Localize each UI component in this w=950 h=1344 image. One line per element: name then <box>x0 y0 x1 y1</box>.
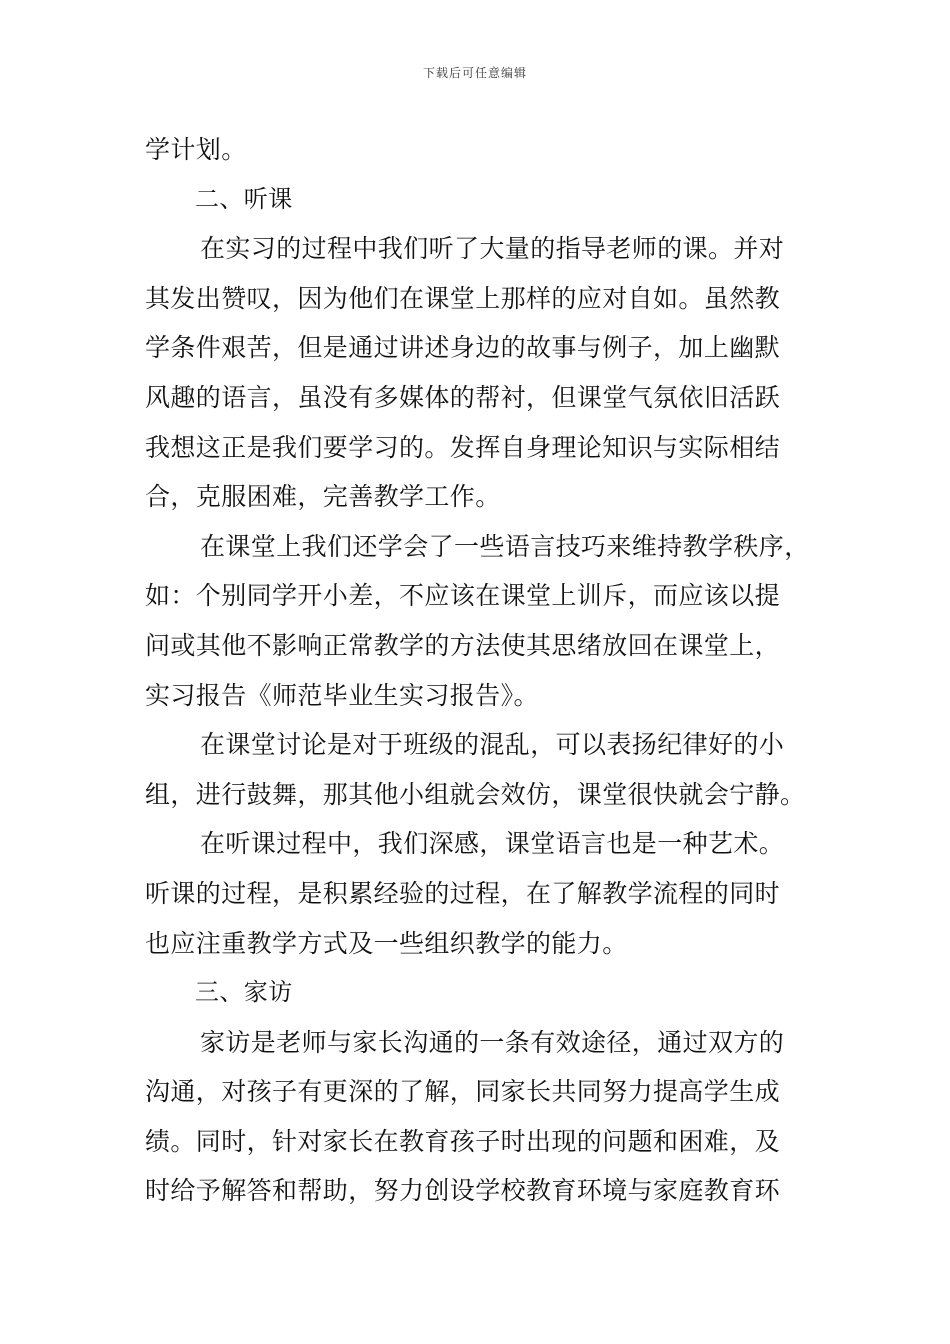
section-heading-home-visit <box>145 968 810 1018</box>
text-line-content: 时给予解答和帮助，努力创设学校教育环境与家庭教育环 <box>145 1176 781 1206</box>
text-line-content: 我想这正是我们要学习的。发挥自身理论知识与实际相结 <box>145 432 781 462</box>
text-line <box>145 1117 810 1167</box>
text-line <box>145 373 810 423</box>
text-line <box>145 869 810 919</box>
text-line-content: 三、家访 <box>195 978 293 1007</box>
text-line-content: 风趣的语言，虽没有多媒体的帮衬，但课堂气氛依旧活跃 <box>145 382 781 412</box>
text-line-content: 家访是老师与家长沟通的一条有效途径，通过双方的 <box>200 1027 785 1057</box>
text-line-content: 其发出赞叹，因为他们在课堂上那样的应对自如。虽然教 <box>145 283 781 313</box>
text-line-content: 绩。同时，针对家长在教育孩子时出现的问题和困难，及 <box>145 1126 781 1156</box>
text-line-content: 在听课过程中，我们深感，课堂语言也是一种艺术。 <box>200 829 785 859</box>
text-line-content: 学条件艰苦，但是通过讲述身边的故事与例子，加上幽默 <box>145 333 781 363</box>
text-line <box>145 621 810 671</box>
text-line <box>145 522 810 572</box>
text-line-content: 如：个别同学开小差，不应该在课堂上训斥，而应该以提 <box>145 581 781 611</box>
text-line <box>145 720 810 770</box>
text-line-content: 合，克服困难，完善教学工作。 <box>145 482 501 512</box>
document-body <box>145 125 810 1216</box>
text-line <box>145 571 810 621</box>
text-line-content: 组，进行鼓舞，那其他小组就会效仿，课堂很快就会宁静。 <box>145 779 806 809</box>
text-line-content: 问或其他不影响正常教学的方法使其思绪放回在课堂上， <box>145 630 781 660</box>
text-line <box>145 1018 810 1068</box>
text-line <box>145 274 810 324</box>
text-line-content: 学计划。 <box>145 135 247 164</box>
text-line <box>145 770 810 820</box>
text-line <box>145 1067 810 1117</box>
text-line-content: 在课堂讨论是对于班级的混乱，可以表扬纪律好的小 <box>200 730 785 760</box>
text-line <box>145 671 810 721</box>
text-line-content: 在实习的过程中我们听了大量的指导老师的课。并对 <box>200 234 785 264</box>
text-line <box>145 819 810 869</box>
text-line-content: 实习报告《师范毕业生实习报告》。 <box>145 680 539 710</box>
text-line <box>145 472 810 522</box>
section-heading-listening <box>145 175 810 225</box>
text-line-content: 二、听课 <box>195 184 293 213</box>
text-line <box>145 125 810 175</box>
page-header: 下载后可任意编辑 <box>422 66 527 80</box>
text-line-content: 沟通，对孩子有更深的了解，同家长共同努力提高学生成 <box>145 1077 781 1107</box>
text-line-content: 听课的过程，是积累经验的过程，在了解教学流程的同时 <box>145 878 781 908</box>
text-line <box>145 1166 810 1216</box>
text-line <box>145 919 810 969</box>
text-line-content: 在课堂上我们还学会了一些语言技巧来维持教学秩序， <box>200 531 810 561</box>
text-line <box>145 423 810 473</box>
text-line <box>145 224 810 274</box>
text-line <box>145 323 810 373</box>
text-line-content: 也应注重教学方式及一些组织教学的能力。 <box>145 928 628 958</box>
